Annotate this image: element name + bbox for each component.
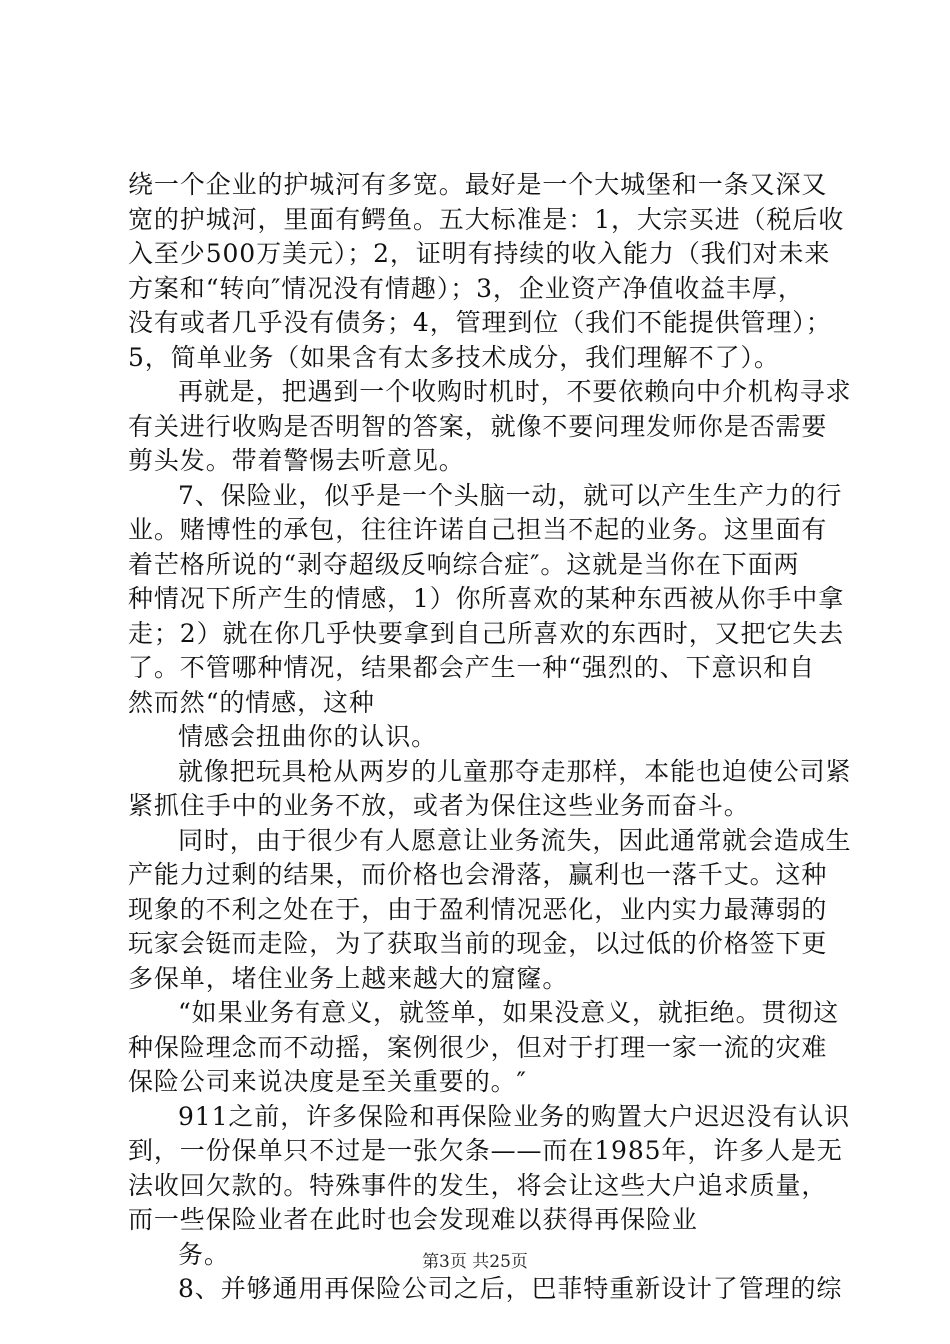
body-text (128, 168, 852, 1307)
text-line: 产能力过剩的结果，而价格也会滑落，赢利也一落千丈。这种 (128, 860, 828, 889)
text-line: 宽的护城河，里面有鳄鱼。五大标准是：1，大宗买进（税后收 (128, 204, 845, 234)
page-footer: 第3页 共25页 (422, 1252, 528, 1272)
text-line: 到，一份保单只不过是一张欠条——而在1985年，许多人是无 (128, 1136, 843, 1165)
text-line: 方案和“转向″情况没有情趣）；3，企业资产净值收益丰厚， (128, 273, 804, 303)
text-line: 入至少500万美元）；2，证明有持续的收入能力（我们对未来 (128, 239, 831, 268)
text-line: 就像把玩具枪从两岁的儿童那夺走那样，本能也迫使公司紧 (178, 756, 852, 786)
text-line: 没有或者几乎没有债务；4，管理到位（我们不能提供管理）； (128, 308, 832, 337)
text-line: 然而然“的情感，这种 (128, 687, 375, 717)
text-line: “如果业务有意义，就签单，如果没意义，就拒绝。贯彻这 (178, 998, 840, 1027)
text-line: 务。 (178, 1239, 230, 1269)
text-line: 着芒格所说的“剥夺超级反响综合症″。这就是当你在下面两 (128, 549, 800, 579)
text-line: 5，简单业务（如果含有太多技术成分，我们理解不了）。 (128, 342, 780, 372)
text-line: 多保单，堵住业务上越来越大的窟窿。 (128, 963, 569, 993)
text-line: 种保险理念而不动摇，案例很少，但对于打理一家一流的灾难 (128, 1032, 828, 1062)
text-line: 有关进行收购是否明智的答案，就像不要问理发师你是否需要 (128, 411, 828, 441)
text-line: 了。不管哪种情况，结果都会产生一种“强烈的、下意识和自 (128, 653, 816, 682)
text-line: 7、保险业，似乎是一个头脑一动，就可以产生生产力的行 (178, 480, 843, 510)
text-line: 走；2）就在你几乎快要拿到自己所喜欢的东西时，又把它失去 (128, 618, 845, 648)
text-line: 绕一个企业的护城河有多宽。最好是一个大城堡和一条又深又 (128, 170, 828, 199)
text-line: 8、并够通用再保险公司之后，巴菲特重新设计了管理的综 (178, 1274, 843, 1303)
text-line: 同时，由于很少有人愿意让业务流失，因此通常就会造成生 (178, 825, 852, 855)
text-line: 再就是，把遇到一个收购时机时，不要依赖向中介机构寻求 (178, 377, 852, 406)
text-line: 法收回欠款的。特殊事件的发生，将会让这些大户追求质量， (128, 1170, 828, 1200)
text-line: 玩家会铤而走险，为了获取当前的现金，以过低的价格签下更 (128, 929, 828, 958)
text-line: 保险公司来说决度是至关重要的。″ (128, 1067, 527, 1096)
text-line: 情感会扭曲你的认识。 (178, 722, 438, 751)
text-line: 911之前，许多保险和再保险业务的购置大户迟迟没有认识 (178, 1101, 851, 1131)
text-line: 剪头发。带着警惕去听意见。 (128, 446, 465, 475)
text-line: 种情况下所产生的情感，1）你所喜欢的某种东西被从你手中拿 (128, 584, 845, 613)
text-line: 而一些保险业者在此时也会发现难以获得再保险业 (128, 1205, 698, 1234)
text-line: 紧抓住手中的业务不放，或者为保住这些业务而奋斗。 (128, 791, 750, 820)
text-line: 现象的不利之处在于，由于盈利情况恶化，业内实力最薄弱的 (128, 894, 828, 924)
text-line: 业。赌博性的承包，往往许诺自己担当不起的业务。这里面有 (128, 515, 828, 544)
